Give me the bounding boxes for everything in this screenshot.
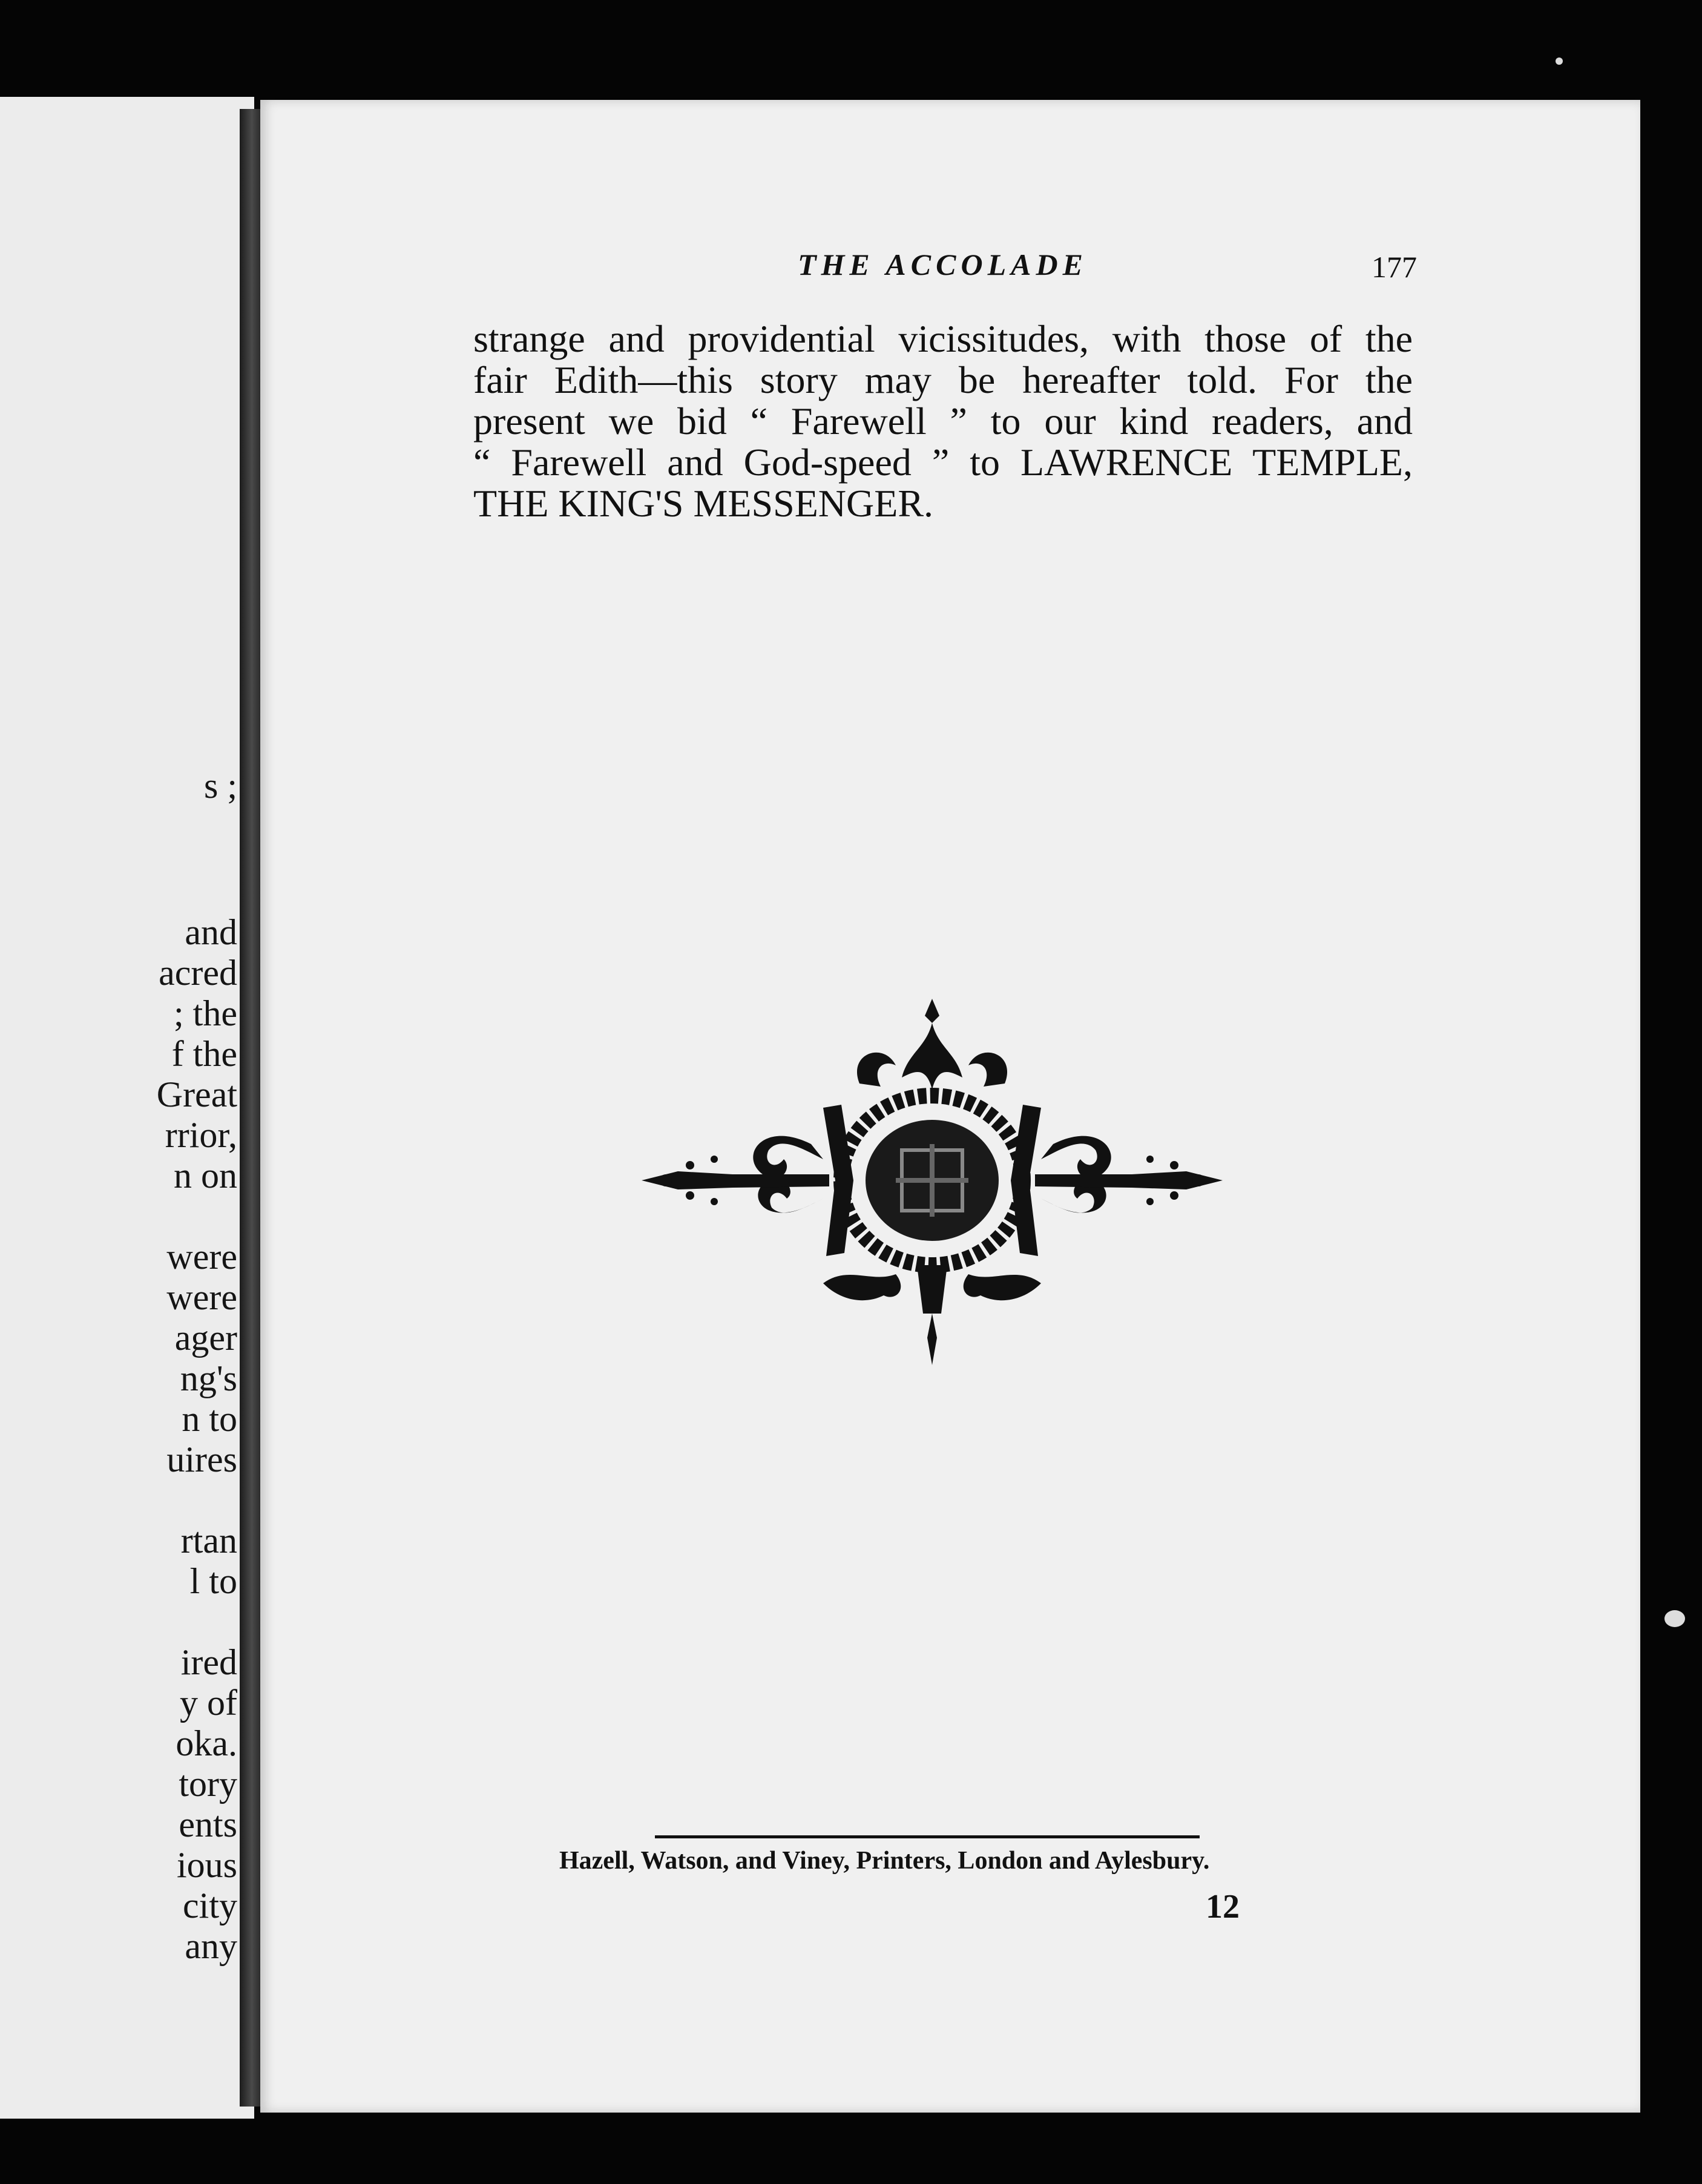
page-number: 177 (1372, 250, 1417, 284)
left-page-fragment: ired (180, 1642, 237, 1682)
left-page-fragment: city (183, 1886, 237, 1926)
left-page-fragment: Great (156, 1074, 237, 1114)
left-page-fragment: and (185, 912, 237, 952)
left-page-fragment: f the (171, 1034, 237, 1074)
left-page-fragment: s ; (203, 766, 237, 806)
left-page-fragment: rtan (180, 1521, 237, 1561)
left-page-fragment: ious (176, 1845, 237, 1885)
printer-imprint: Hazell, Watson, and Viney, Printers, London and Aylesbury. (559, 1847, 1210, 1875)
ornament-icon (642, 999, 1223, 1368)
left-page-fragment: n on (174, 1156, 237, 1196)
body-line: “ Farewell and God-speed ” to LAWRENCE TEMPLE, (473, 441, 1413, 484)
dust-speck (1556, 58, 1563, 65)
left-page (0, 97, 254, 2119)
signature-mark: 12 (1206, 1888, 1240, 1926)
left-page-fragment: any (185, 1926, 237, 1966)
dust-speck (1664, 1610, 1685, 1627)
left-page-fragment: ; the (174, 993, 237, 1033)
left-page-fragment: rrior, (165, 1115, 237, 1155)
left-page-fragment: were (166, 1237, 237, 1277)
body-line: THE KING'S MESSENGER. (473, 482, 933, 525)
left-page-fragment: ents (179, 1804, 237, 1844)
left-page-fragment: uires (166, 1439, 237, 1479)
body-line: fair Edith—this story may be hereafter told. For the (473, 358, 1413, 401)
left-page-fragment: oka. (176, 1723, 237, 1763)
left-page-fragment: acred (159, 953, 237, 993)
running-head: THE ACCOLADE (798, 248, 1088, 281)
footer-rule (655, 1835, 1200, 1838)
left-page-fragment: tory (179, 1764, 237, 1804)
left-page-fragment: l to (189, 1561, 237, 1601)
left-page-fragment: ng's (180, 1358, 237, 1398)
left-page-fragment: y of (180, 1683, 237, 1723)
body-line: strange and providential vicissitudes, with those of the (473, 317, 1413, 360)
left-page-fragment: were (166, 1277, 237, 1317)
body-line: present we bid “ Farewell ” to our kind readers, and (473, 400, 1413, 442)
left-page-fragment: ager (174, 1318, 237, 1358)
left-page-fragment: n to (182, 1399, 237, 1439)
